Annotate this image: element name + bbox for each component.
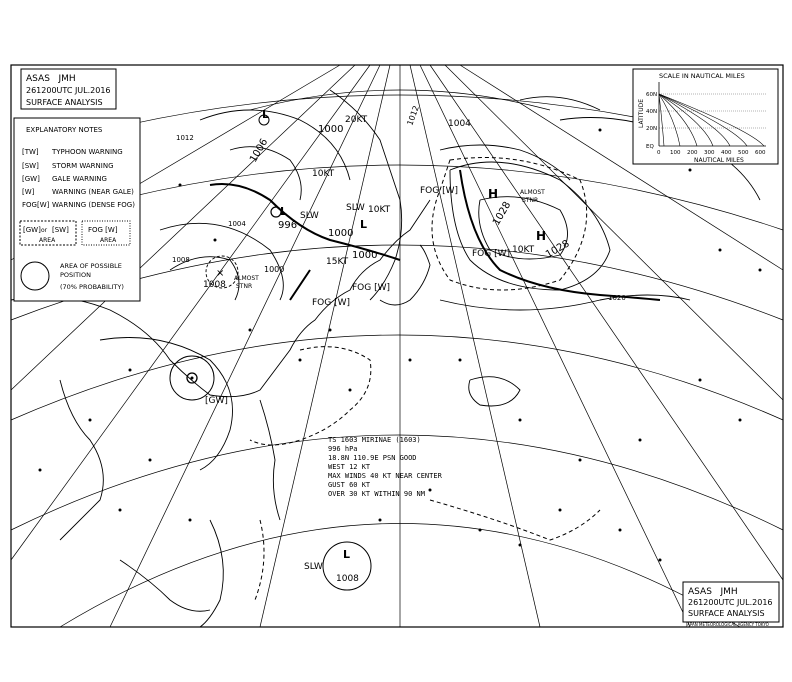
scale-x-tick: 500: [738, 150, 749, 156]
title-line: ASAS JMH: [26, 74, 76, 84]
legend-area-code: [GW]: [23, 226, 41, 234]
low-center-x: ×: [216, 268, 225, 279]
legend-area-or: or: [41, 227, 48, 234]
slw-label: SLW: [300, 211, 319, 221]
typhoon-info-line: OVER 30 KT WITHIN 90 NM: [328, 490, 425, 498]
legend-area-code: [SW]: [52, 226, 69, 234]
fog-warning-label: FOG [W]: [420, 186, 459, 196]
scale-x-tick: 300: [704, 150, 715, 156]
footer-line: SURFACE ANALYSIS: [688, 609, 765, 618]
isobar-value: 1020: [608, 294, 626, 302]
typhoon-info-line: MAX WINDS 40 KT NEAR CENTER: [328, 472, 442, 480]
scale-x-label: NAUTICAL MILES: [694, 157, 744, 164]
pressure-value: 1006: [248, 136, 271, 165]
legend-text: WARNING (DENSE FOG): [52, 201, 135, 209]
typhoon-info-line: GUST 60 KT: [328, 481, 371, 489]
system-label-h: H: [536, 229, 547, 243]
typhoon-info-line: 996 hPa: [328, 445, 358, 453]
system-label-h: H: [488, 187, 499, 201]
system-label-l: L: [262, 108, 270, 121]
footer-box: [683, 582, 779, 627]
title-line: 261200UTC JUL.2016: [26, 86, 111, 95]
scale-x-tick: 400: [721, 150, 732, 156]
footer-line: ASAS JMH: [688, 587, 738, 597]
scale-x-tick: 100: [670, 150, 681, 156]
legend-code: [SW]: [22, 162, 39, 170]
pressure-value: 1000: [352, 250, 378, 261]
legend-code: [TW]: [22, 148, 39, 156]
isobar-value: 1012: [405, 104, 421, 127]
legend-text: TYPHOON WARNING: [52, 148, 123, 156]
legend-code: FOG[W]: [22, 201, 50, 209]
legend-circle-text: POSITION: [60, 271, 91, 279]
legend-text: STORM WARNING: [52, 162, 114, 170]
scale-x-tick: 600: [755, 150, 766, 156]
almost-stnr-label: STNR: [236, 283, 253, 290]
legend-code: [GW]: [22, 175, 40, 183]
scale-lat-tick: 20N: [646, 126, 658, 132]
speed-label: 10KT: [512, 245, 535, 255]
pressure-value: 1004: [448, 119, 471, 129]
legend-text: GALE WARNING: [52, 175, 107, 183]
title-line: SURFACE ANALYSIS: [26, 98, 103, 107]
scale-box: [633, 69, 778, 164]
speed-label: 10KT: [368, 205, 391, 215]
legend-title: EXPLANATORY NOTES: [26, 126, 103, 134]
title-box: [21, 69, 116, 109]
speed-label: 10KT: [312, 169, 335, 179]
legend-fog-label: AREA: [100, 237, 117, 244]
legend-area-label: AREA: [39, 237, 56, 244]
scale-x-tick: 0: [657, 150, 661, 156]
isobar-value: 1008: [172, 256, 190, 264]
scale-title: SCALE IN NAUTICAL MILES: [659, 72, 745, 80]
legend-box: [14, 118, 140, 301]
speed-label: 15KT: [326, 257, 349, 267]
slw-label: SLW: [304, 562, 323, 572]
pressure-value: 996: [278, 220, 298, 231]
isobar-value: 1000: [264, 265, 285, 274]
speed-label: 20KT: [345, 115, 368, 125]
pressure-value: 1000: [328, 228, 354, 239]
slw-label: SLW: [346, 203, 365, 213]
pressure-value: 1008: [336, 574, 359, 584]
typhoon-info-line: TS 1603 MIRINAE (1603): [328, 436, 421, 444]
fog-warning-label: FOG [W]: [352, 283, 391, 293]
scale-lat-tick: 40N: [646, 109, 658, 115]
typhoon-info-line: WEST 12 KT: [328, 463, 371, 471]
legend-circle-text: AREA OF POSSIBLE: [60, 262, 122, 270]
pressure-value: 1028: [491, 199, 514, 228]
system-label-l: L: [360, 218, 368, 231]
legend-text: WARNING (NEAR GALE): [52, 188, 134, 196]
pressure-value: 1028: [544, 238, 572, 261]
legend-code: [W]: [22, 188, 35, 196]
system-label-l: L: [280, 205, 288, 218]
scale-lat-tick: EQ: [646, 144, 654, 150]
footer-line: 261200UTC JUL.2016: [688, 598, 773, 607]
legend-circle-text: (70% PROBABILITY): [60, 283, 124, 291]
almost-stnr-label: STNR: [522, 197, 539, 204]
isobar-value: 1004: [228, 220, 246, 228]
legend-fog-code: FOG [W]: [88, 226, 118, 234]
scale-lat-tick: 60N: [646, 92, 658, 98]
fog-warning-label: FOG [W]: [472, 249, 511, 259]
pressure-value: 1000: [318, 124, 344, 135]
fog-warning-label: FOG [W]: [312, 298, 351, 308]
isobar-value: 1012: [176, 134, 194, 142]
pressure-value: 1008: [203, 280, 226, 290]
almost-stnr-label: ALMOST: [234, 275, 259, 282]
scale-x-tick: 200: [687, 150, 698, 156]
typhoon-info-line: 18.8N 110.9E PSN GOOD: [328, 454, 417, 462]
agency-label: JAPAN METEOROLOGICAL AGENCY TOKYO: [686, 622, 769, 627]
scale-latitude-label: LATITUDE: [638, 98, 645, 128]
typhoon-warning-label: [GW]: [205, 396, 228, 406]
almost-stnr-label: ALMOST: [520, 189, 545, 196]
system-label-l: L: [343, 548, 351, 561]
